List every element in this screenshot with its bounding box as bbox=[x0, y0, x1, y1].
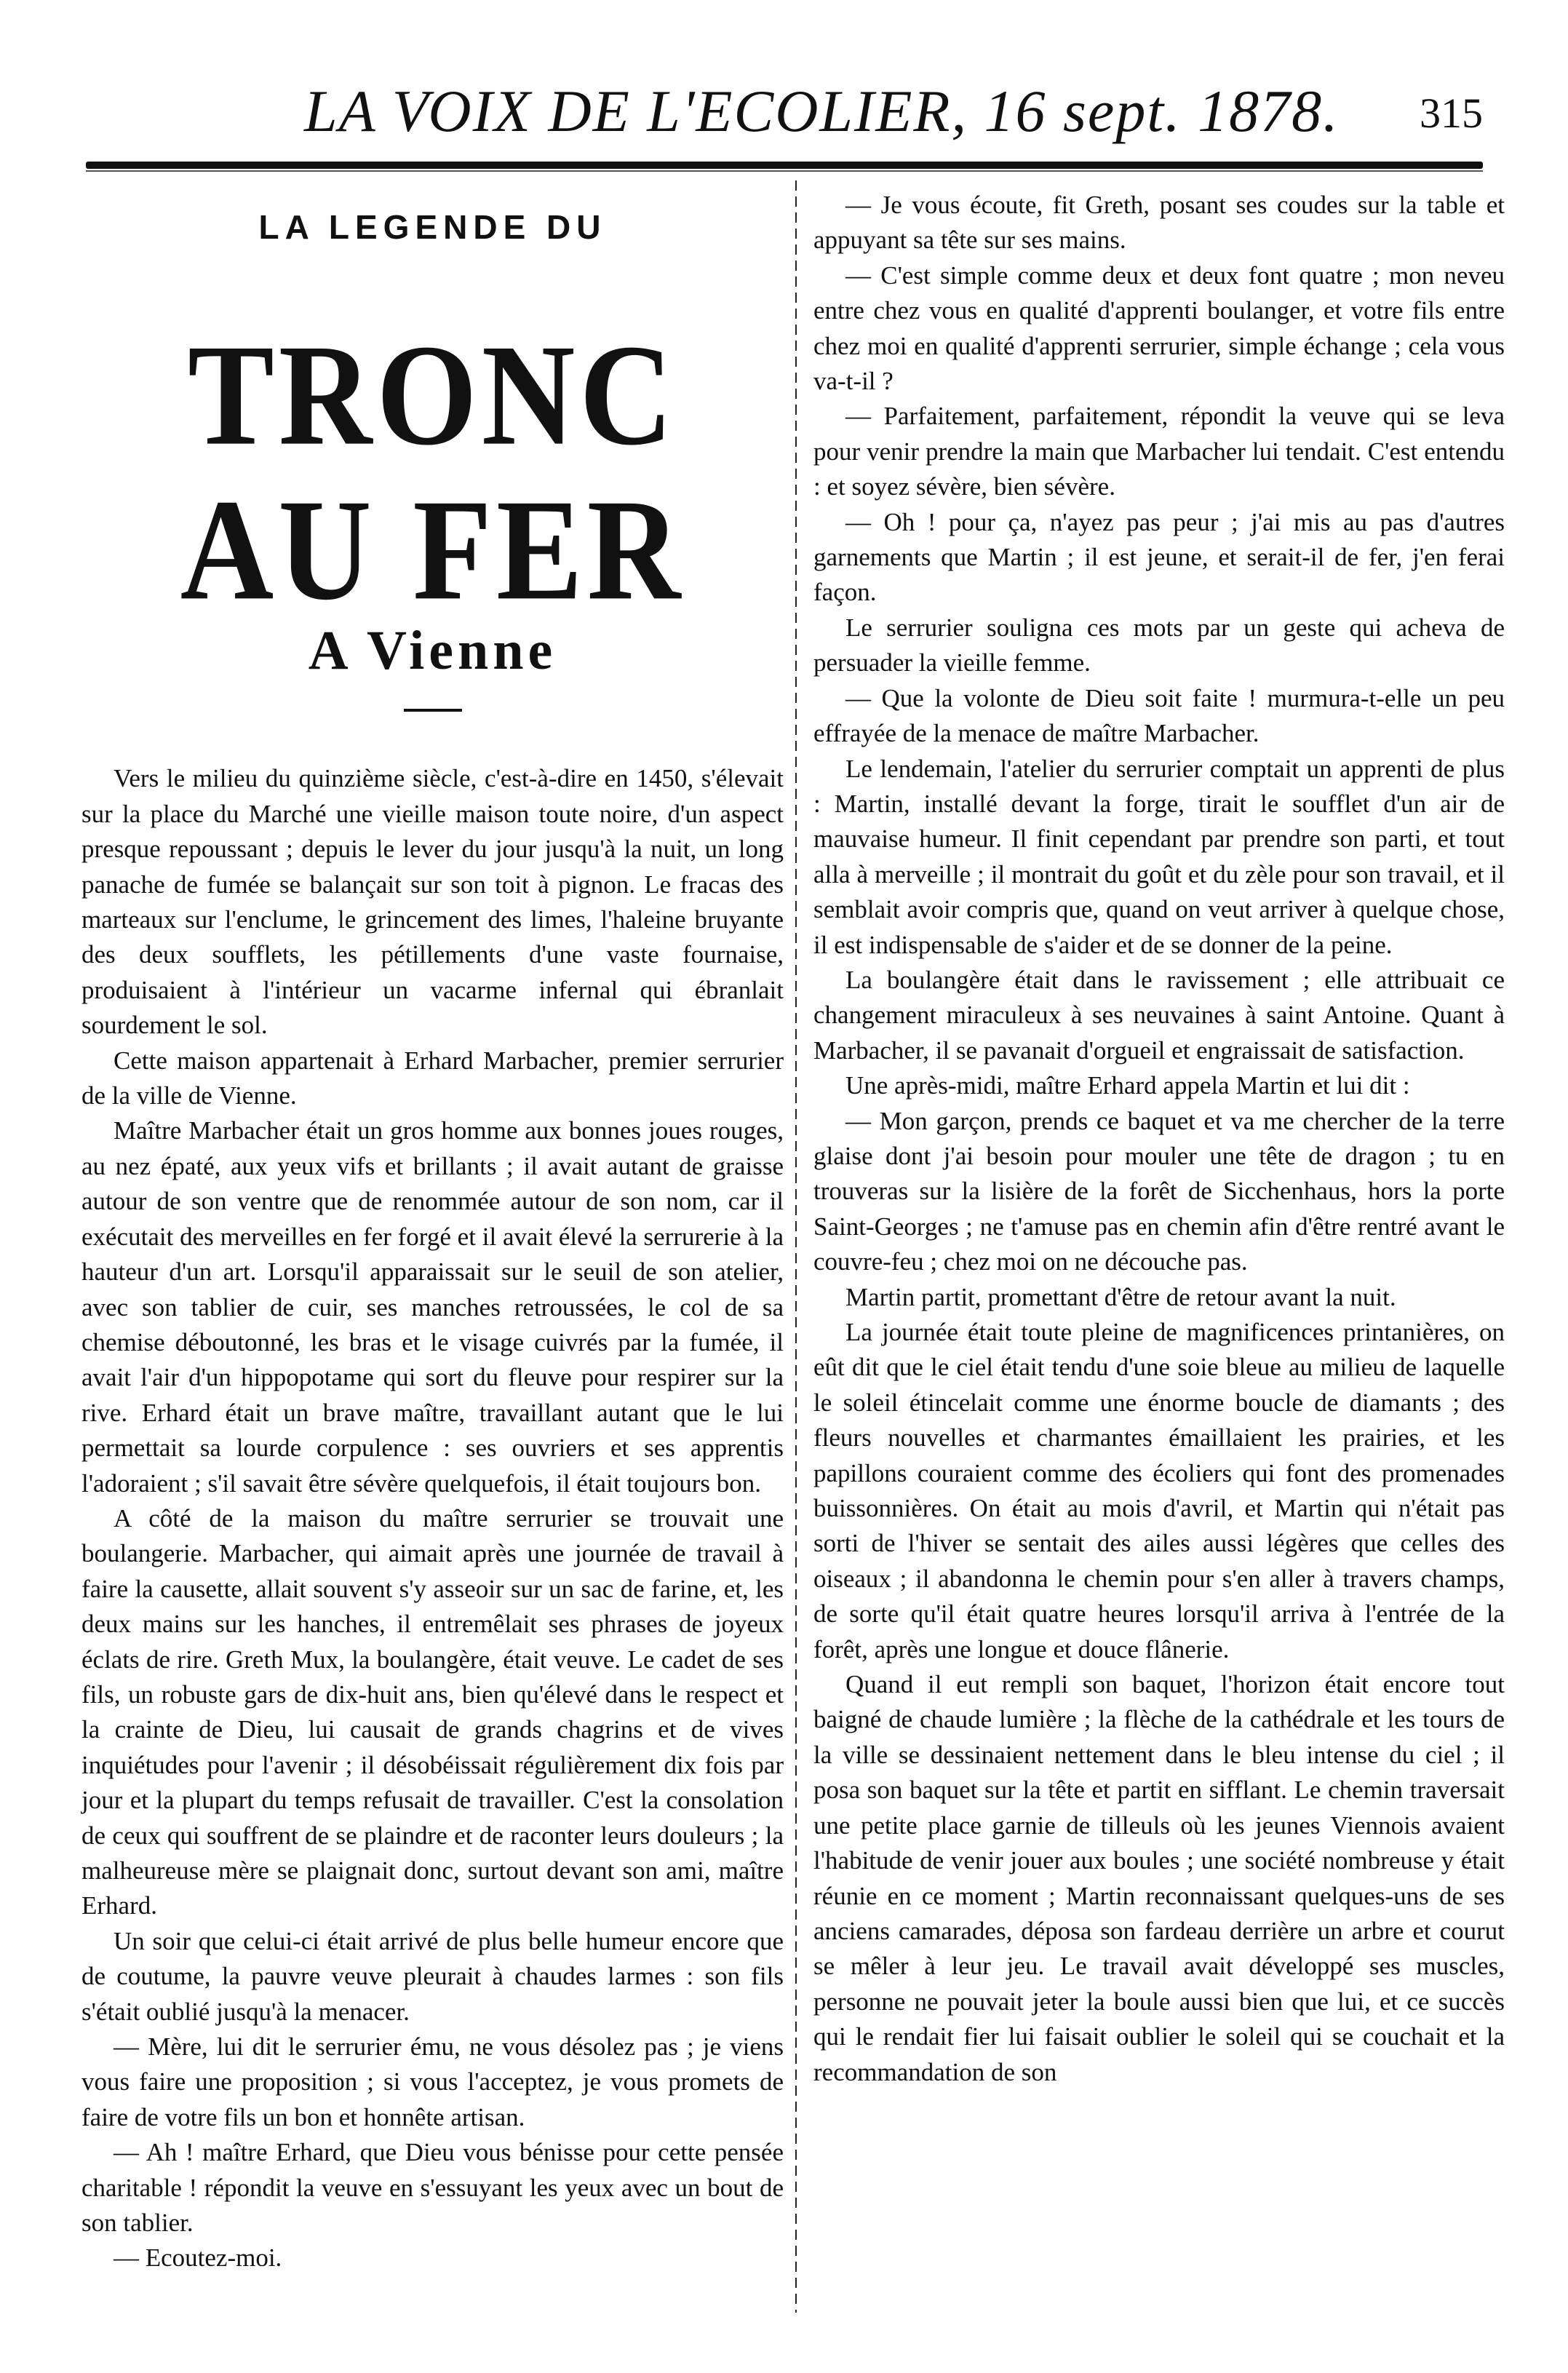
paragraph: Une après-midi, maître Erhard appela Martin et lui dit : bbox=[845, 1071, 1410, 1100]
right-column bbox=[813, 188, 1505, 2090]
header-rule-thin bbox=[86, 170, 1483, 172]
paragraph: Un soir que celui-ci était arrivé de plus belle humeur encore que de coutume, la pauvre veuve pleurait à chaudes larmes : son fils s'était oublié jusqu'à la menacer. bbox=[81, 1926, 784, 2026]
title-separator bbox=[404, 709, 462, 712]
newspaper-title: LA VOIX DE L'ECOLIER, 16 sept. 1878. bbox=[304, 78, 1340, 144]
left-body bbox=[81, 761, 784, 2275]
paragraph: — Ah ! maître Erhard, que Dieu vous bénisse pour cette pensée charitable ! répondit la veuve en s'essuyant les yeux avec un bout de son tablier. bbox=[81, 2138, 784, 2238]
left-column bbox=[81, 180, 784, 2276]
paragraph: Vers le milieu du quinzième siècle, c'est-à-dire en 1450, s'élevait sur la place du Marché une vieille maison toute noire, d'un aspect presque repoussant ; depuis le lever du jour jusqu'à la nuit, un long panache de fumée se balançait sur son toit à pignon. Le fracas des marteaux sur l'enclume, le grincement des limes, l'haleine bruyante des deux soufflets, les pétillements d'une vaste fournaise, produisaient à l'intérieur un vacarme infernal qui ébranlait sourdement le sol. bbox=[81, 764, 784, 1040]
paragraph: — Parfaitement, parfaitement, répondit la veuve qui se leva pour venir prendre la main que Marbacher lui tendait. C'est entendu : et soyez sévère, bien sévère. bbox=[813, 402, 1505, 501]
article-kicker: LA LEGENDE DU bbox=[258, 208, 607, 246]
paragraph: Maître Marbacher était un gros homme aux bonnes joues rouges, au nez épaté, aux yeux vifs et brillants ; il avait autant de graisse autour de son ventre que de renommée autour de son nom, car il exécutait des merveilles en fer forgé et il avait élevé la serrurerie à la hauteur d'un art. Lorsqu'il apparaissait sur le seuil de son atelier, avec son tablier de cuir, ses manches retroussées, le col de sa chemise déboutonné, les bras et le visage cuivrés par la fumée, il avait l'air d'un hippopotame qui sort du fleuve pour respirer sur la rive. Erhard était un brave maître, travaillant autant que le lui permettait sa lourde corpulence : ses ouvriers et ses apprentis l'adoraient ; s'il savait être sévère quelquefois, il était toujours bon. bbox=[81, 1116, 784, 1498]
article-subtitle: A Vienne bbox=[308, 620, 557, 681]
paragraph: — Mon garçon, prends ce baquet et va me chercher de la terre glaise dont j'ai besoin pour mouler une tête de dragon ; tu en trouveras sur la lisière de la forêt de Sicchenhaus, hors la porte Saint-Georges ; ne t'amuse pas en chemin afin d'être rentré avant le couvre-feu ; chez moi on ne découche pas. bbox=[813, 1106, 1505, 1276]
paragraph: A côté de la maison du maître serrurier se trouvait une boulangerie. Marbacher, qui aimait après une journée de travail à faire la causette, allait souvent s'y asseoir sur un sac de farine, et, les deux mains sur les hanches, il entremêlait ses phrases de joyeux éclats de rire. Greth Mux, la boulangère, était veuve. Le cadet de ses fils, un robuste gars de dix-huit ans, bien qu'élevé dans le respect et la crainte de Dieu, lui causait de grands chagrins et de vives inquiétudes pour l'avenir ; il désobéissait régulièrement dix fois par jour et la plupart du temps refusait de travailler. C'est la consolation de ceux qui souffrent de se plaindre et de raconter leurs douleurs ; la malheureuse mère se plaignait donc, surtout devant son ami, maître Erhard. bbox=[81, 1503, 784, 1920]
paragraph: Quand il eut rempli son baquet, l'horizon était encore tout baigné de chaude lumière ; la flèche de la cathédrale et les tours de la ville se dessinaient nettement dans le bleu intense du ciel ; il posa son baquet sur la tête et partit en sifflant. Le chemin traversait une petite place garnie de tilleuls où les jeunes Viennois avaient l'habitude de venir jouer aux boules ; une société nombreuse y était réunie en ce moment ; Martin reconnaissant quelques-uns de ses anciens camarades, déposa son fardeau derrière un arbre et courut se mêler à leur jeu. Le travail avait développé ses muscles, personne ne pouvait jeter la boule aussi bien que lui, et ce succès qui le rendait fier lui faisait oublier le soleil qui se couchait et la recommandation de son bbox=[813, 1670, 1505, 2086]
paragraph: Le lendemain, l'atelier du serrurier comptait un apprenti de plus : Martin, installé devant la forge, tirait le soufflet d'un air de mauvaise humeur. Il finit cependant par prendre son parti, et tout alla à merveille ; il montrait du goût et du zèle pour son travail, et il semblait avoir compris que, quand on veut arriver à quelque chose, il est indispensable de s'aider et de se donner de la peine. bbox=[813, 754, 1505, 959]
page-header bbox=[86, 77, 1483, 157]
paragraph: — C'est simple comme deux et deux font quatre ; mon neveu entre chez vous en qualité d'apprenti boulanger, et votre fils entre chez moi en qualité d'apprenti serrurier, simple échange ; cela vous va-t-il ? bbox=[813, 261, 1505, 396]
paragraph: — Mère, lui dit le serrurier ému, ne vous désolez pas ; je viens vous faire une proposition ; si vous l'acceptez, je vous promets de faire de votre fils un bon et honnête artisan. bbox=[81, 2032, 784, 2131]
paragraph: — Je vous écoute, fit Greth, posant ses coudes sur la table et appuyant sa tête sur ses mains. bbox=[813, 191, 1505, 255]
paragraph: — Que la volonte de Dieu soit faite ! murmura-t-elle un peu effrayée de la menace de maître Marbacher. bbox=[813, 683, 1505, 748]
paragraph: Martin partit, promettant d'être de retour avant la nuit. bbox=[845, 1282, 1396, 1311]
column-divider bbox=[795, 180, 797, 2313]
paragraph: La boulangère était dans le ravissement ; elle attribuait ce changement miraculeux à ses neuvaines à saint Antoine. Quant à Marbacher, il se pavanait d'orgueil et engraissait de satisfaction. bbox=[813, 965, 1505, 1065]
paragraph: Cette maison appartenait à Erhard Marbacher, premier serrurier de la ville de Vienne. bbox=[81, 1046, 784, 1110]
paragraph: — Oh ! pour ça, n'ayez pas peur ; j'ai mis au pas d'autres garnements que Martin ; il est jeune, et serait-il de fer, j'en ferai façon. bbox=[813, 507, 1505, 607]
article-title: TRONC AU FER bbox=[180, 314, 685, 631]
paragraph: — Ecoutez-moi. bbox=[114, 2243, 282, 2273]
paragraph: La journée était toute pleine de magnificences printanières, on eût dit que le ciel était tendu d'une soie bleue au milieu de laquelle le soleil étincelait comme une énorme boucle de diamants ; des fleurs nouvelles et charmantes émaillaient les prairies, et les papillons couraient comme des écoliers qui font des promenades buissonnières. On était au mois d'avril, et Martin qui n'était pas sorti de l'hiver se sentait des ailes aussi légères que celles des oiseaux ; il abandonna le chemin pour s'en aller à travers champs, de sorte qu'il était quatre heures lorsqu'il arriva à l'entrée de la forêt, après une longue et douce flânerie. bbox=[813, 1318, 1505, 1664]
paragraph: Le serrurier souligna ces mots par un geste qui acheva de persuader la vieille femme. bbox=[813, 613, 1505, 677]
header-rule bbox=[86, 162, 1483, 169]
page-number: 315 bbox=[1420, 90, 1483, 137]
